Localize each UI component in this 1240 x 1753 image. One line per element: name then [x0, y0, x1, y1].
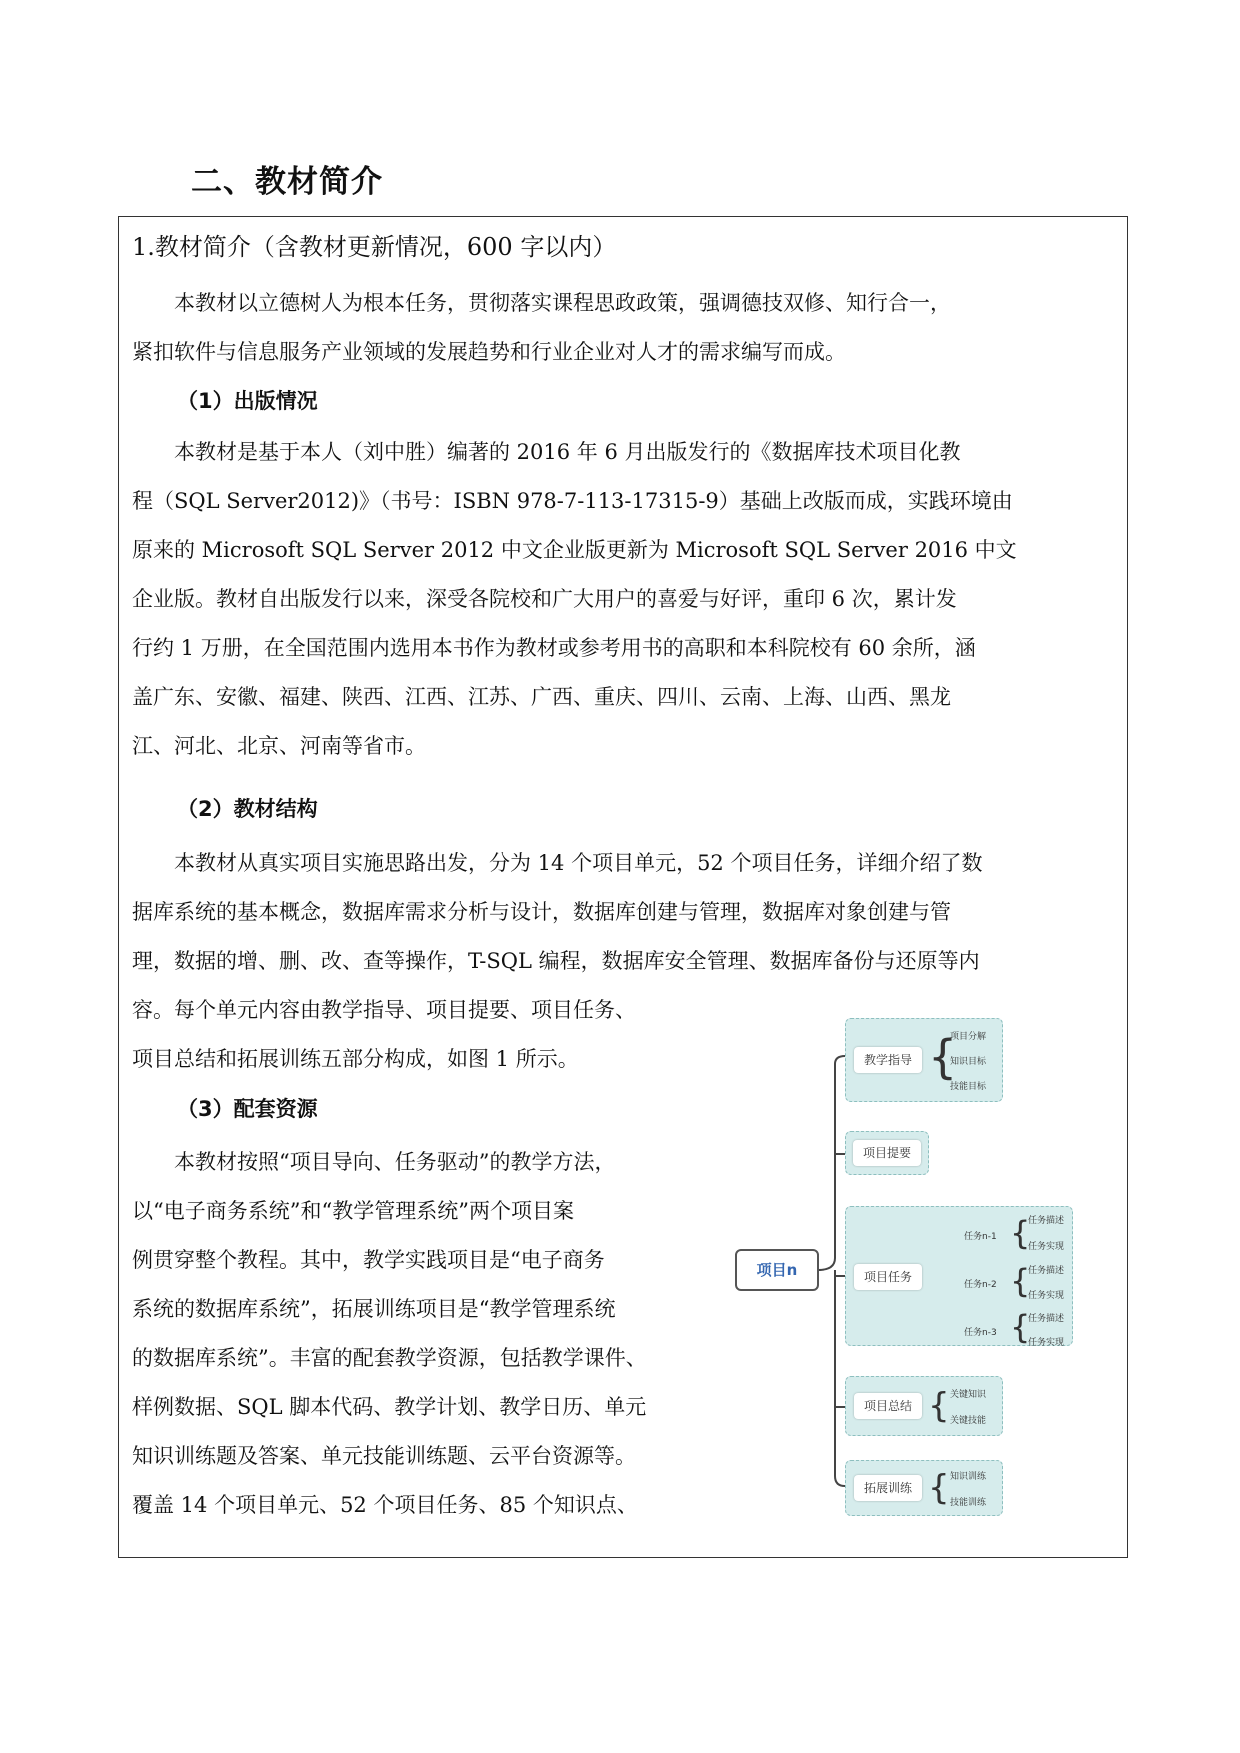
text-line: 样例数据、SQL 脚本代码、教学计划、教学日历、单元 — [132, 1395, 647, 1419]
text-line: 本教材以立德树人为根本任务，贯彻落实课程思政政策，强调德技双修、知行合一， — [132, 291, 951, 315]
section-2-title: （2）教材结构 — [177, 797, 318, 821]
training-label: 拓展训练 — [854, 1475, 922, 1501]
text-line: 的数据库系统”。丰富的配套教学资源，包括教学课件、 — [132, 1346, 647, 1370]
task-group-label: 任务n-3 — [964, 1328, 997, 1338]
guide-leaf: 项目分解 — [950, 1032, 987, 1042]
conclusion-leaf: 关键技能 — [950, 1416, 987, 1426]
brace-icon: { — [1010, 1308, 1031, 1346]
summary-label: 项目提要 — [853, 1140, 921, 1166]
text-line: 知识训练题及答案、单元技能训练题、云平台资源等。 — [132, 1444, 636, 1468]
training-leaf: 知识训练 — [950, 1472, 987, 1482]
conclusion-leaf: 关键知识 — [950, 1390, 987, 1400]
text-line: 企业版。教材自出版发行以来，深受各院校和广大用户的喜爱与好评，重印 6 次，累计发 — [132, 587, 957, 611]
task-leaf: 任务实现 — [1028, 1242, 1065, 1252]
box-title: 1.教材简介（含教材更新情况，600 字以内） — [132, 233, 617, 261]
text-line: 行约 1 万册，在全国范围内选用本书作为教材或参考用书的高职和本科院校有 60 余所，涵 — [132, 636, 976, 660]
conclusion-label: 项目总结 — [854, 1393, 922, 1419]
publication-paragraph — [132, 428, 1117, 771]
text-line: 理，数据的增、删、改、查等操作，T-SQL 编程，数据库安全管理、数据库备份与还原等内 — [132, 949, 980, 973]
text-line: 容。每个单元内容由教学指导、项目提要、项目任务、 — [132, 998, 636, 1022]
brace-icon: { — [928, 1468, 950, 1508]
text-line: 例贯穿整个教程。其中，教学实践项目是“电子商务 — [132, 1248, 605, 1272]
text-line: 覆盖 14 个项目单元、52 个项目任务、85 个知识点、 — [132, 1493, 638, 1517]
conclusion-node — [845, 1376, 1003, 1436]
text-line: 程（SQL Server2012)》（书号：ISBN 978-7-113-17315-9）基础上改版而成，实践环境由 — [132, 489, 1013, 513]
text-line: 本教材按照“项目导向、任务驱动”的教学方法， — [132, 1150, 616, 1174]
text-line: 项目总结和拓展训练五部分构成，如图 1 所示。 — [132, 1047, 579, 1071]
task-leaf: 任务描述 — [1028, 1216, 1065, 1226]
brace-icon: { — [928, 1030, 958, 1084]
text-line: 本教材从真实项目实施思路出发，分为 14 个项目单元，52 个项目任务，详细介绍了数 — [132, 851, 983, 875]
text-line: 以“电子商务系统”和“教学管理系统”两个项目案 — [132, 1199, 574, 1223]
intro-paragraph — [132, 279, 1117, 377]
tasks-node — [845, 1206, 1073, 1346]
guide-node — [845, 1018, 1003, 1102]
guide-label: 教学指导 — [854, 1047, 922, 1073]
tasks-label: 项目任务 — [854, 1264, 922, 1290]
task-group-label: 任务n-2 — [964, 1280, 997, 1290]
brace-icon: { — [1010, 1214, 1031, 1252]
task-leaf: 任务描述 — [1028, 1314, 1065, 1324]
section-1-title: （1）出版情况 — [177, 389, 318, 413]
task-leaf: 任务描述 — [1028, 1266, 1065, 1276]
guide-leaf: 技能目标 — [950, 1082, 987, 1092]
resources-paragraph — [132, 1138, 752, 1530]
mindmap-figure — [735, 1018, 1095, 1523]
brace-icon: { — [1010, 1262, 1031, 1300]
mindmap-root-node: 项目n — [735, 1249, 819, 1291]
text-line: 原来的 Microsoft SQL Server 2012 中文企业版更新为 Microsoft SQL Server 2016 中文 — [132, 538, 1017, 562]
text-line: 据库系统的基本概念，数据库需求分析与设计，数据库创建与管理，数据库对象创建与管 — [132, 900, 951, 924]
task-leaf: 任务实现 — [1028, 1338, 1065, 1348]
training-leaf: 技能训练 — [950, 1498, 987, 1508]
section-3-title: （3）配套资源 — [177, 1097, 318, 1121]
guide-leaf: 知识目标 — [950, 1057, 987, 1067]
text-line: 盖广东、安徽、福建、陕西、江西、江苏、广西、重庆、四川、云南、上海、山西、黑龙 — [132, 685, 951, 709]
task-group-label: 任务n-1 — [964, 1232, 997, 1242]
text-line: 江、河北、北京、河南等省市。 — [132, 734, 426, 758]
training-node — [845, 1460, 1003, 1516]
summary-node — [845, 1131, 929, 1175]
text-line: 紧扣软件与信息服务产业领域的发展趋势和行业企业对人才的需求编写而成。 — [132, 340, 846, 364]
page-heading: 二、教材简介 — [191, 164, 383, 200]
text-line: 系统的数据库系统”，拓展训练项目是“教学管理系统 — [132, 1297, 616, 1321]
task-leaf: 任务实现 — [1028, 1291, 1065, 1301]
brace-icon: { — [928, 1386, 950, 1426]
text-line: 本教材是基于本人（刘中胜）编著的 2016 年 6 月出版发行的《数据库技术项目化教 — [132, 440, 961, 464]
